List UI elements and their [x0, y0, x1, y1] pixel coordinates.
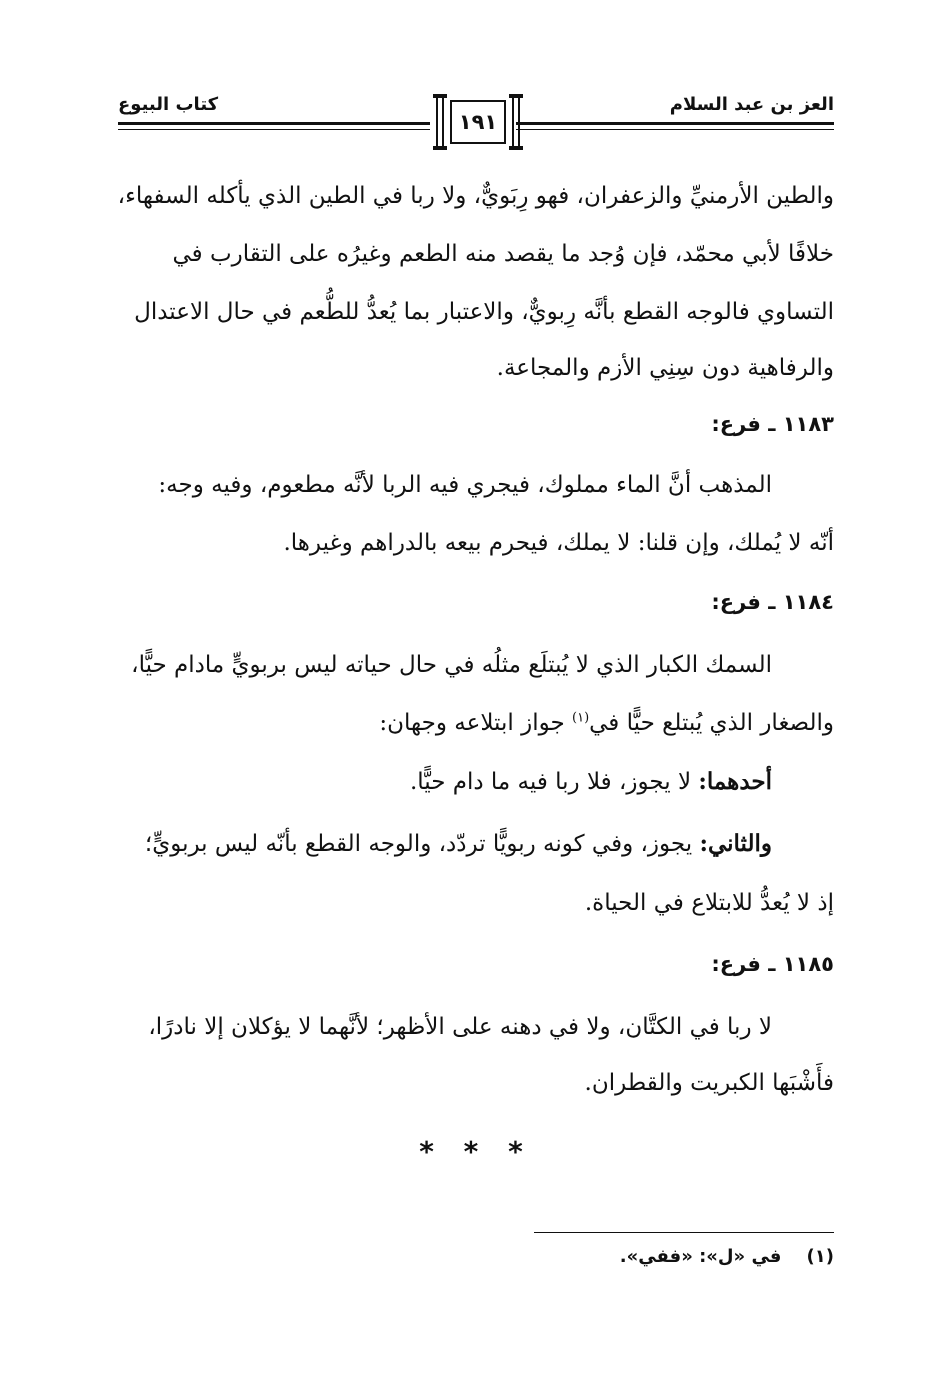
frame-bar-left	[436, 94, 444, 150]
paragraph-6-line-1: لا ربا في الكتَّان، ولا في دهنه على الأظهر؛ لأنَّهما لا يؤكلان إلا نادرًا،	[148, 1014, 772, 1040]
running-head-book: كتاب البيوع	[118, 94, 219, 115]
first-opinion-label: أحدهما:	[698, 768, 772, 795]
paragraph-3-line-2	[118, 710, 834, 736]
page-number: ١٩١	[450, 100, 506, 144]
paragraph-3-line-2-end: جواز ابتلاعه وجهان:	[379, 710, 565, 736]
section-heading-1184: ١١٨٤ ـ فرع:	[711, 590, 834, 614]
section-heading-1183: ١١٨٣ ـ فرع:	[711, 412, 834, 436]
section-heading-1185: ١١٨٥ ـ فرع:	[711, 952, 834, 976]
paragraph-3-line-1: السمك الكبار الذي لا يُبتلَع مثلُه في حال حياته ليس بربويٍّ مادام حيًّا،	[131, 652, 772, 678]
footnote-reference[interactable]: (١)	[572, 710, 590, 726]
first-opinion-text: لا يجوز، فلا ربا فيه ما دام حيًّا.	[409, 769, 692, 795]
paragraph-4	[118, 768, 834, 795]
paragraph-1-line-3: التساوي فالوجه القطع بأنَّه رِبويٌّ، والاعتبار بما يُعدُّ للطُّعم في حال الاعتدال	[134, 299, 834, 325]
paragraph-5-line-2: إذ لا يُعدُّ للابتلاع في الحياة.	[584, 890, 834, 916]
second-opinion-label: والثاني:	[699, 830, 772, 857]
page-number-frame	[436, 94, 520, 150]
footnote	[118, 1246, 834, 1267]
paragraph-1-line-2: خلافًا لأبي محمّد، فإن وُجد ما يقصد منه الطعم وغيرُه على التقارب في	[172, 241, 834, 267]
paragraph-1-line-4: والرفاهية دون سِنِي الأزم والمجاعة.	[496, 355, 834, 381]
paragraph-3-line-2-start: والصغار الذي يُبتلع حيًّا في	[589, 710, 834, 736]
header-rule-left	[118, 122, 430, 125]
header-rule-left-thin	[118, 129, 430, 130]
second-opinion-text: يجوز، وفي كونه ربويًّا تردّد، والوجه القطع بأنّه ليس بربويٍّ؛	[144, 831, 693, 857]
footnote-number: (١)	[806, 1246, 834, 1267]
paragraph-2-line-2: أنّه لا يُملك، وإن قلنا: لا يملك، فيحرم بيعه بالدراهم وغيرها.	[283, 530, 834, 556]
paragraph-2-line-1: المذهب أنَّ الماء مملوك، فيجري فيه الربا لأنَّه مطعوم، وفيه وجه:	[158, 472, 772, 498]
header-rule-right	[516, 122, 834, 125]
paragraph-6-line-2: فأَشْبَها الكبريت والقطران.	[584, 1070, 834, 1096]
page-header	[118, 88, 834, 158]
running-head-author: العز بن عبد السلام	[669, 94, 834, 115]
footnote-text: في «ل»: «ففي».	[619, 1246, 782, 1267]
header-rule-right-thin	[516, 129, 834, 130]
frame-bar-right	[512, 94, 520, 150]
section-separator-stars: * * *	[419, 1135, 533, 1168]
paragraph-1-line-1: والطين الأرمنيِّ والزعفران، فهو رِبَويٌّ، ولا ربا في الطين الذي يأكله السفهاء،	[117, 183, 834, 209]
footnote-rule	[534, 1232, 834, 1233]
paragraph-5-line-1	[118, 830, 834, 857]
